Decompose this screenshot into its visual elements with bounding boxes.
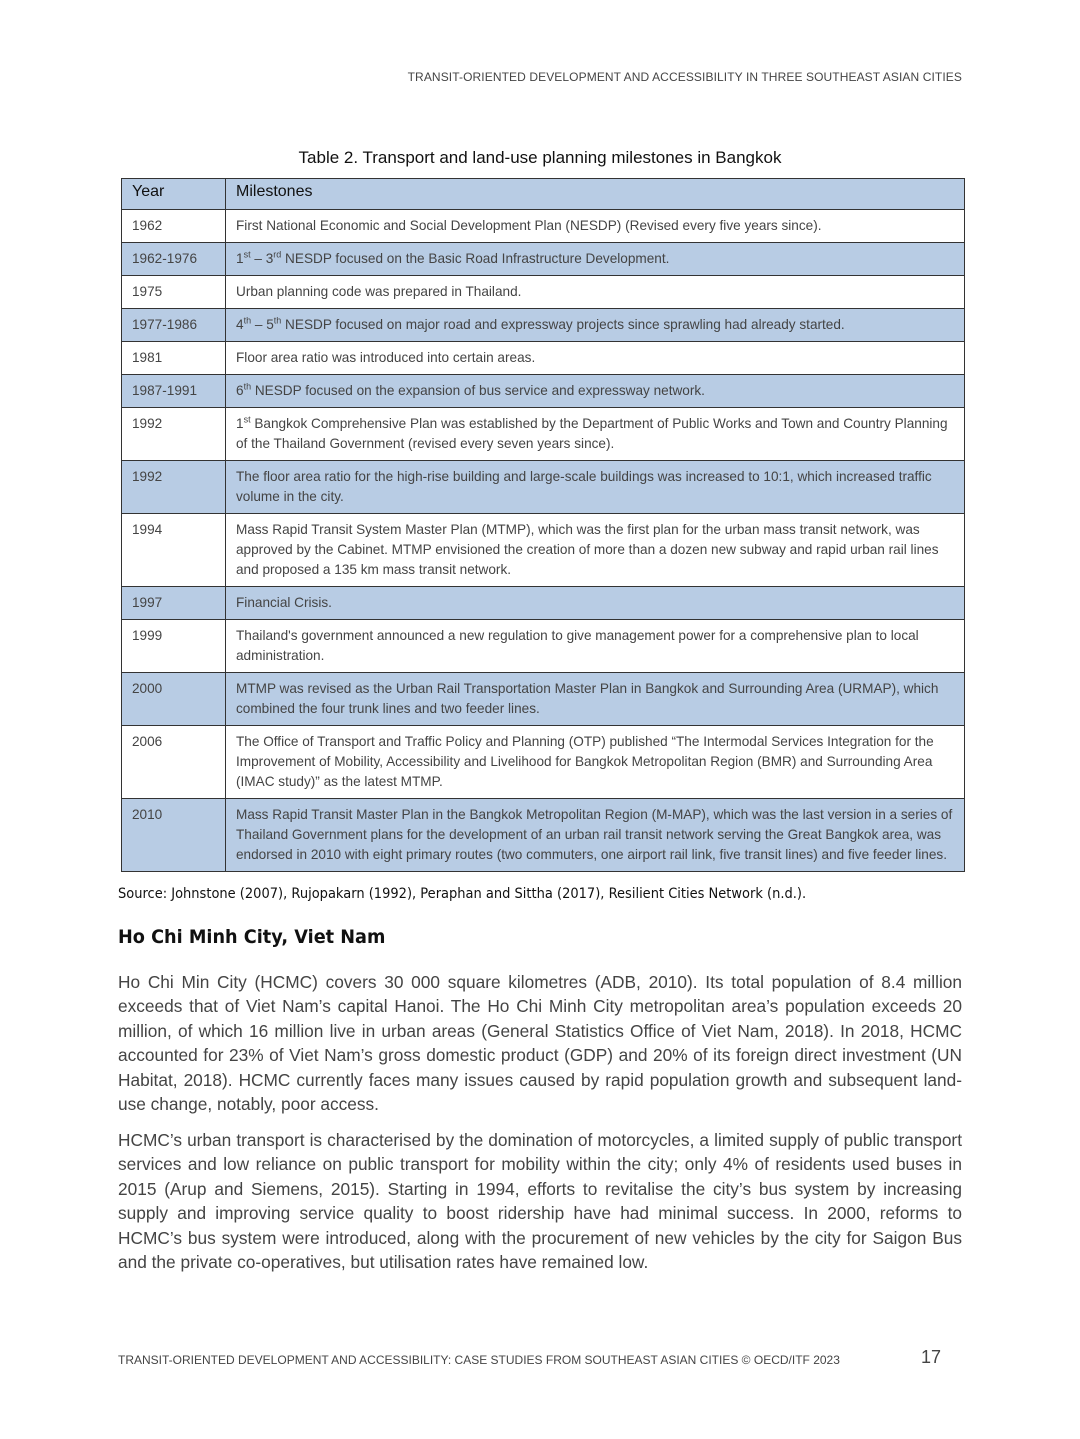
table-row	[122, 514, 965, 587]
table-row	[122, 799, 965, 872]
footer-text: TRANSIT-ORIENTED DEVELOPMENT AND ACCESSIBILITY: CASE STUDIES FROM SOUTHEAST ASIAN CITIES © OECD/ITF 2023	[118, 1353, 840, 1367]
milestone-text: Mass Rapid Transit System Master Plan (MTMP), which was the first plan for the urban mass transit network, was approved by the Cabinet. MTMP envisioned the creation of more than a dozen new subway and rapid urban rail lines and proposed a 135 km mass transit network.	[236, 522, 939, 577]
milestone-text: 1	[236, 416, 244, 431]
table-row	[122, 726, 965, 799]
ordinal-suffix: th	[273, 315, 282, 326]
year-cell: 1992	[122, 461, 226, 514]
milestones-table	[121, 178, 965, 872]
milestone-cell	[226, 243, 965, 276]
table-row	[122, 408, 965, 461]
milestone-text: NESDP focused on the Basic Road Infrastructure Development.	[281, 251, 670, 266]
table-row	[122, 210, 965, 243]
column-header-year: Year	[122, 179, 226, 210]
milestone-text: 6	[236, 383, 244, 398]
table-row	[122, 243, 965, 276]
milestone-text: – 3	[250, 251, 274, 266]
paragraph: Ho Chi Min City (HCMC) covers 30 000 square kilometres (ADB, 2010). Its total population of 8.4 million exceeds that of Viet Nam’s capital Hanoi. The Ho Chi Minh City metropolitan area’s population exceeds 20 million, of which 16 million live in urban areas (General Statistics Office of Viet Nam, 2018). In 2018, HCMC accounted for 23% of Viet Nam’s gross domestic product (GDP) and 20% of its foreign direct investment (UN Habitat, 2018). HCMC currently faces many issues caused by rapid population growth and subsequent land-use change, notably, poor access.	[118, 972, 962, 1115]
milestone-text: Bangkok Comprehensive Plan was established by the Department of Public Works and Town and Country Planning of the Thailand Government (revised every seven years since).	[236, 416, 948, 451]
milestone-cell	[226, 461, 965, 514]
milestone-text: Mass Rapid Transit Master Plan in the Bangkok Metropolitan Region (M-MAP), which was the last version in a series of Thailand Government plans for the development of an urban rail transit network serving the Great Bangkok area, was endorsed in 2010 with eight primary routes (two commuters, one airport rail link, five transit lines) and five feeder lines.	[236, 807, 953, 862]
year-cell: 1997	[122, 587, 226, 620]
milestone-cell	[226, 375, 965, 408]
milestone-text: MTMP was revised as the Urban Rail Transportation Master Plan in Bangkok and Surrounding Area (URMAP), which combined the four trunk lines and two feeder lines.	[236, 681, 939, 716]
table-row	[122, 342, 965, 375]
year-cell: 1962	[122, 210, 226, 243]
ordinal-suffix: th	[243, 315, 252, 326]
milestone-cell	[226, 620, 965, 673]
ordinal-suffix: rd	[273, 249, 282, 260]
table-row	[122, 375, 965, 408]
milestone-text: 4	[236, 317, 244, 332]
year-cell: 1975	[122, 276, 226, 309]
column-header-milestones: Milestones	[226, 179, 965, 210]
table-row	[122, 587, 965, 620]
milestone-cell	[226, 514, 965, 587]
milestone-cell	[226, 799, 965, 872]
table-caption: Table 2. Transport and land-use planning milestones in Bangkok	[298, 148, 782, 167]
table-row	[122, 620, 965, 673]
milestone-cell	[226, 309, 965, 342]
year-cell: 2000	[122, 673, 226, 726]
milestone-cell	[226, 726, 965, 799]
year-cell: 2006	[122, 726, 226, 799]
ordinal-suffix: th	[243, 381, 252, 392]
milestone-text: Floor area ratio was introduced into certain areas.	[236, 350, 536, 365]
milestone-text: First National Economic and Social Development Plan (NESDP) (Revised every five years since).	[236, 218, 822, 233]
paragraph: HCMC’s urban transport is characterised by the domination of motorcycles, a limited supply of public transport services and low reliance on public transport for mobility within the city; only 4% of residents used buses in 2015 (Arup and Siemens, 2015). Starting in 1994, efforts to revitalise the city’s bus system by increasing supply and improving service quality to boost ridership have had minimal success. In 2000, reforms to HCMC’s bus system were introduced, along with the procurement of new vehicles by the city for Saigon Bus and the private co-operatives, but utilisation rates have remained low.	[118, 1130, 962, 1273]
table-row	[122, 309, 965, 342]
milestone-cell	[226, 342, 965, 375]
table-row	[122, 276, 965, 309]
milestone-text: Urban planning code was prepared in Thailand.	[236, 284, 522, 299]
year-cell: 1977-1986	[122, 309, 226, 342]
milestone-text: NESDP focused on major road and expressway projects since sprawling had already started.	[281, 317, 845, 332]
year-cell: 1992	[122, 408, 226, 461]
year-cell: 1994	[122, 514, 226, 587]
milestone-text: The floor area ratio for the high-rise building and large-scale buildings was increased to 10:1, which increased traffic volume in the city.	[236, 469, 932, 504]
year-cell: 1962-1976	[122, 243, 226, 276]
milestone-cell	[226, 276, 965, 309]
milestone-cell	[226, 408, 965, 461]
table-row	[122, 673, 965, 726]
page-number: 17	[921, 1347, 942, 1367]
milestone-cell	[226, 210, 965, 243]
table-source: Source: Johnstone (2007), Rujopakarn (1992), Peraphan and Sittha (2017), Resilient Cities Network (n.d.).	[118, 886, 807, 902]
year-cell: 1981	[122, 342, 226, 375]
year-cell: 1999	[122, 620, 226, 673]
milestone-text: NESDP focused on the expansion of bus service and expressway network.	[251, 383, 705, 398]
milestone-text: Thailand's government announced a new regulation to give management power for a comprehensive plan to local administration.	[236, 628, 919, 663]
milestone-text: – 5	[251, 317, 274, 332]
running-header: TRANSIT-ORIENTED DEVELOPMENT AND ACCESSIBILITY IN THREE SOUTHEAST ASIAN CITIES	[407, 70, 962, 84]
milestone-text: Financial Crisis.	[236, 595, 332, 610]
milestone-text: 1	[236, 251, 244, 266]
table-row	[122, 461, 965, 514]
table-header-row	[122, 179, 965, 210]
section-heading: Ho Chi Minh City, Viet Nam	[118, 926, 386, 948]
year-cell: 1987-1991	[122, 375, 226, 408]
ordinal-suffix: st	[243, 414, 251, 425]
ordinal-suffix: st	[243, 249, 251, 260]
milestone-cell	[226, 673, 965, 726]
milestone-text: The Office of Transport and Traffic Policy and Planning (OTP) published “The Intermodal Services Integration for the Improvement of Mobility, Accessibility and Livelihood for Bangkok Metropolitan Region (BMR) and Surrounding Area (IMAC study)” as the latest MTMP.	[236, 734, 934, 789]
year-cell: 2010	[122, 799, 226, 872]
milestone-cell	[226, 587, 965, 620]
